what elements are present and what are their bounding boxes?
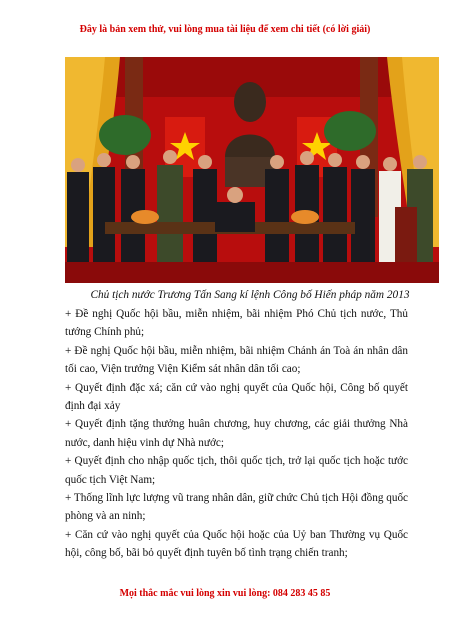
paragraph: + Căn cứ vào nghị quyết của Quốc hội hoặc của Uỷ ban Thường vụ Quốc hội, công bố, bãi bỏ quyết định tuyên bố tình trạng chiến tranh; [65, 528, 408, 560]
contact-notice: Mọi thắc mắc vui lòng xin vui lòng: 084 283 45 85 [119, 588, 331, 599]
paragraph: + Quyết định đặc xá; căn cứ vào nghị quyết của Quốc hội, Công bố quyết định đại xảy [65, 381, 408, 413]
paragraph: + Quyết định cho nhập quốc tịch, thôi quốc tịch, trở lại quốc tịch hoặc tước quốc tịch Việt Nam; [65, 455, 408, 486]
paragraph: + Thống lĩnh lực lượng vũ trang nhân dân, giữ chức Chủ tịch Hội đồng quốc phòng và an ninh; [65, 492, 408, 523]
paragraph: + Đề nghị Quốc hội bầu, miễn nhiệm, bãi nhiệm Phó Chủ tịch nước, Thủ tướng Chính phủ; [65, 308, 408, 339]
paragraph: + Đề nghị Quốc hội bầu, miễn nhiệm, bãi nhiệm Chánh án Toà án nhân dân tối cao, Viện trưởng Viện Kiểm sát nhân dân tối cao; [65, 344, 408, 376]
signing-ceremony-photo [65, 57, 439, 283]
preview-notice: Đây là bản xem thử, vui lòng mua tài liệu để xem chi tiết (có lời giải) [79, 24, 371, 35]
paragraph: + Quyết định tặng thưởng huân chương, huy chương, các giải thưởng Nhà nước, danh hiệu vinh dự Nhà nước; [65, 418, 408, 449]
photo-illustration [65, 57, 439, 283]
article-body [65, 305, 408, 563]
photo-caption: Chủ tịch nước Trương Tấn Sang kí lệnh Công bố Hiến pháp năm 2013 [90, 289, 410, 301]
